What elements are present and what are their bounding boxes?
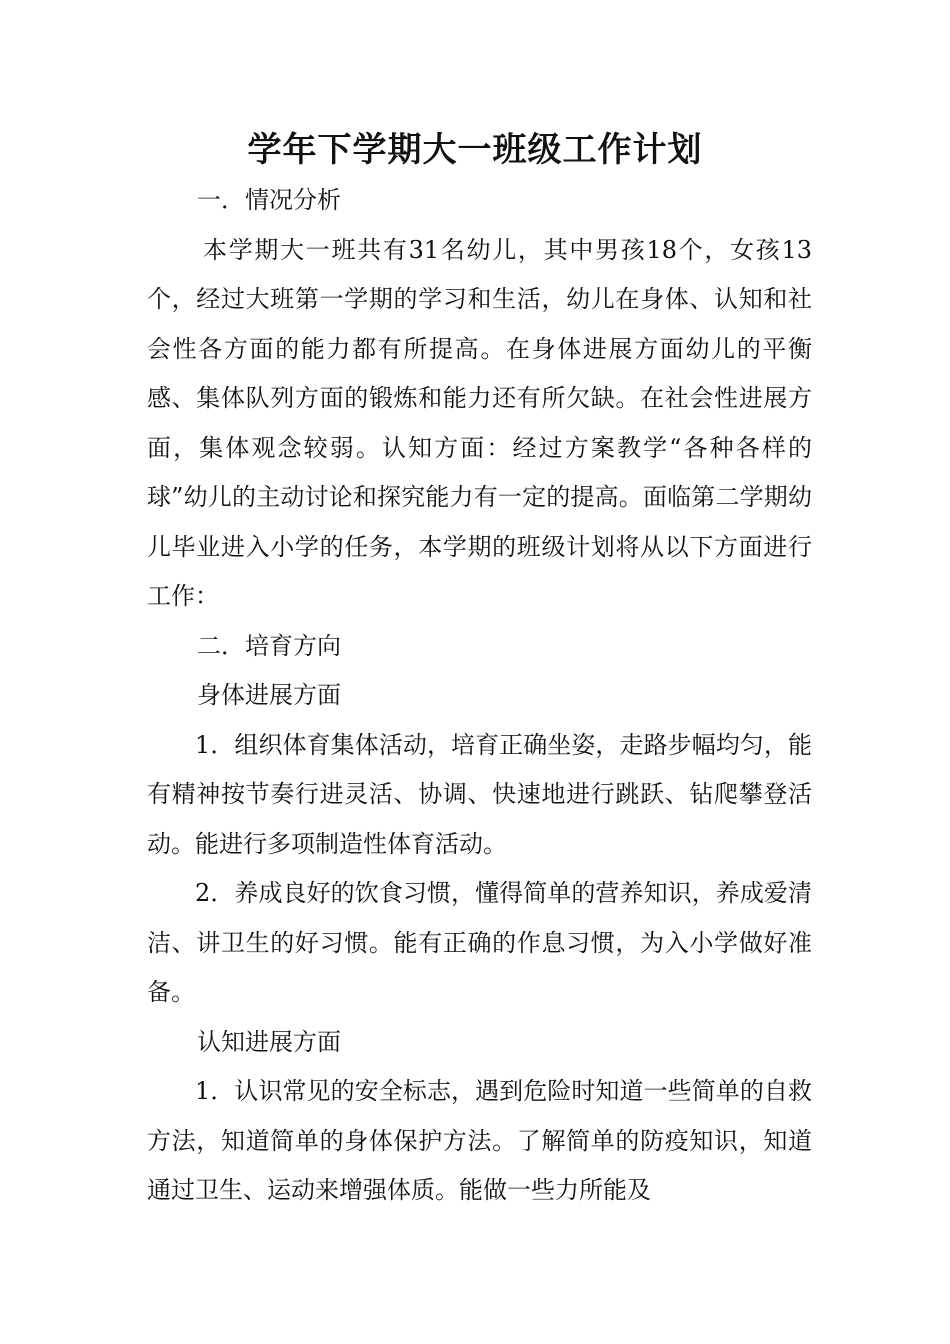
section-heading-situation: 一．情况分析 bbox=[197, 186, 341, 214]
document-title: 学年下学期大一班级工作计划 bbox=[247, 130, 703, 170]
subheading-cognitive: 认知进展方面 bbox=[197, 1027, 341, 1056]
document-body bbox=[147, 176, 812, 1216]
paragraph-situation-analysis: 本学期大一班共有31名幼儿，其中男孩18个，女孩13个，经过大班第一学期的学习和生活，幼儿在身体、认知和社会性各方面的能力都有所提高。在身体进展方面幼儿的平衡感、集体队列方面的锻炼和能力还有所欠缺。在社会性进展方面，集体观念较弱。认知方面：经过方案教学“各种各样的球”幼儿的主动讨论和探究能力有一定的提高。面临第二学期幼儿毕业进入小学的任务，本学期的班级计划将从以下方面进行工作： bbox=[147, 235, 812, 610]
list-item-physical-1: 1．组织体育集体活动，培育正确坐姿，走路步幅均匀，能有精神按节奏行进灵活、协调、快速地进行跳跃、钻爬攀登活动。能进行多项制造性体育活动。 bbox=[147, 730, 812, 858]
section-heading-direction: 二．培育方向 bbox=[197, 631, 341, 660]
subheading-physical: 身体进展方面 bbox=[197, 681, 341, 709]
list-item-physical-2: 2．养成良好的饮食习惯，懂得简单的营养知识，养成爱清洁、讲卫生的好习惯。能有正确的作息习惯，为入小学做好准备。 bbox=[147, 879, 812, 1006]
list-item-cognitive-1: 1．认识常见的安全标志，遇到危险时知道一些简单的自救方法，知道简单的身体保护方法。了解简单的防疫知识，知道通过卫生、运动来增强体质。能做一些力所能及 bbox=[147, 1077, 812, 1204]
